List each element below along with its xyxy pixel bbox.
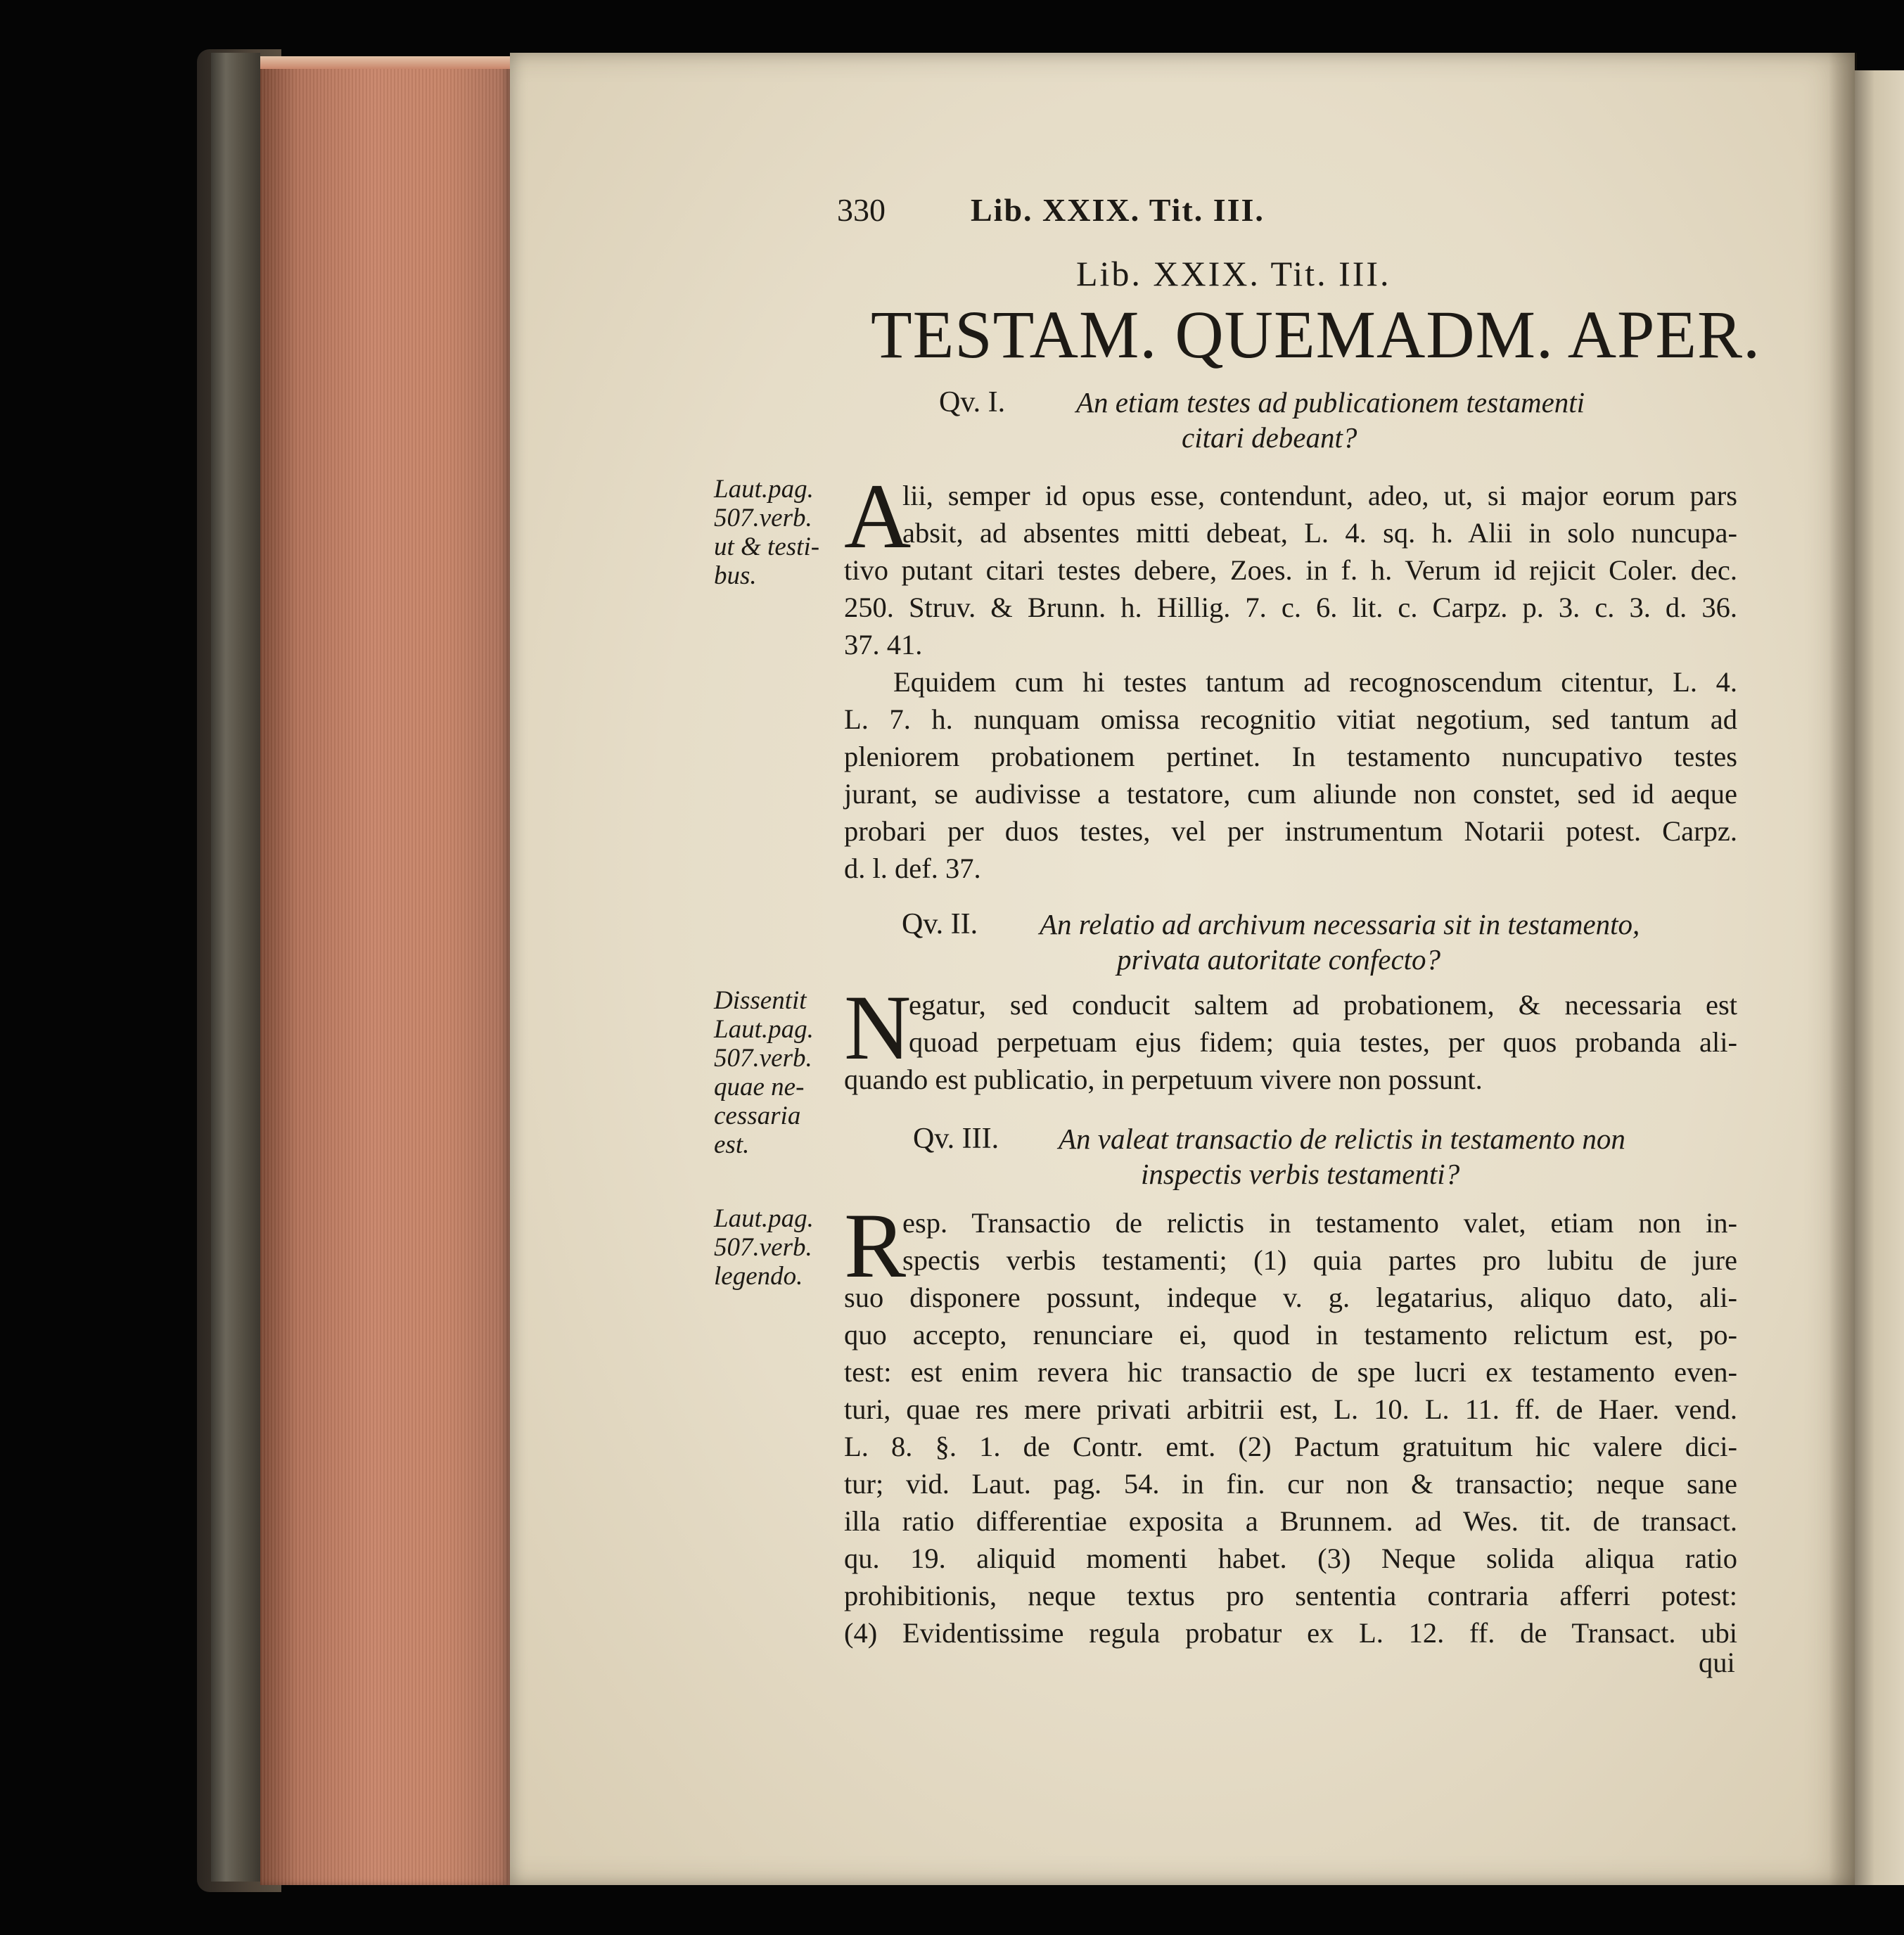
question-3-body-cont bbox=[844, 1279, 1737, 1652]
text-line: quoad perpetuam ejus fidem; quia testes, per quos probanda ali- bbox=[909, 1026, 1737, 1058]
question-3-line-2: inspectis verbis testamenti? bbox=[1141, 1158, 1460, 1190]
question-2-line-2: privata autoritate confecto? bbox=[1117, 943, 1441, 976]
dropcap-a: A bbox=[844, 464, 912, 568]
text-line: d. l. def. 37. bbox=[844, 852, 981, 884]
margin-note-2: Dissentit Laut.pag. 507.verb. quae ne- cessaria est. bbox=[714, 986, 814, 1159]
book-title-sub: Lib. XXIX. Tit. III. bbox=[1076, 254, 1391, 293]
text-line: suo disponere possunt, indeque v. g. legatarius, aliquo dato, ali- bbox=[844, 1282, 1737, 1313]
text-line: lii, semper id opus esse, contendunt, adeo, ut, si major eorum pars bbox=[902, 480, 1737, 511]
catchword: qui bbox=[1699, 1647, 1735, 1678]
text-line: quo accepto, renunciare ei, quod in testamento relictum est, po- bbox=[844, 1319, 1737, 1350]
text-line: egatur, sed conducit saltem ad probationem, & necessaria est bbox=[909, 989, 1737, 1021]
dropcap-n: N bbox=[844, 976, 912, 1079]
text-line: turi, quae res mere privati arbitrii est, L. 10. L. 11. ff. de Haer. vend. bbox=[844, 1393, 1737, 1425]
text-line: quando est publicatio, in perpetuum vivere non possunt. bbox=[844, 1064, 1483, 1095]
question-1-body-cont bbox=[844, 551, 1737, 663]
page-number: 330 bbox=[837, 192, 886, 228]
margin-note-1: Laut.pag. 507.verb. ut & testi- bus. bbox=[714, 475, 820, 590]
question-1-paragraph-2 bbox=[844, 663, 1737, 887]
question-3-body bbox=[902, 1204, 1737, 1279]
dropcap-r: R bbox=[844, 1194, 907, 1297]
page-fore-edges bbox=[260, 56, 510, 1885]
text-line: jurant, se audivisse a testatore, cum aliunde non constet, sed id aeque bbox=[844, 778, 1737, 810]
facing-page-sliver bbox=[1855, 70, 1904, 1885]
book-cover-edge bbox=[211, 53, 260, 1882]
text-line: L. 8. §. 1. de Contr. emt. (2) Pactum gratuitum hic valere dici- bbox=[844, 1431, 1737, 1462]
question-1-line-1: An etiam testes ad publicationem testamenti bbox=[1076, 386, 1585, 419]
text-line: (4) Evidentissime regula probatur ex L. 12. ff. de Transact. ubi bbox=[844, 1617, 1737, 1649]
page-title: TESTAM. QUEMADM. APER. bbox=[871, 297, 1761, 372]
running-head: Lib. XXIX. Tit. III. bbox=[971, 192, 1265, 228]
question-3-line-1: An valeat transactio de relictis in testamento non bbox=[1059, 1123, 1625, 1155]
question-1-line-2: citari debeant? bbox=[1182, 421, 1357, 454]
question-2-body-cont bbox=[844, 1061, 1737, 1098]
text-line: probari per duos testes, vel per instrumentum Notarii potest. Carpz. bbox=[844, 815, 1737, 847]
text-line: prohibitionis, neque textus pro sententia contraria afferri potest: bbox=[844, 1580, 1737, 1611]
text-line: esp. Transactio de relictis in testamento valet, etiam non in- bbox=[902, 1207, 1737, 1239]
margin-note-3: Laut.pag. 507.verb. legendo. bbox=[714, 1204, 814, 1291]
text-line: absit, ad absentes mitti debeat, L. 4. sq. h. Alii in solo nuncupa- bbox=[902, 517, 1737, 549]
text-line: tivo putant citari testes debere, Zoes. in f. h. Verum id rejicit Coler. dec. bbox=[844, 554, 1737, 586]
text-line: tur; vid. Laut. pag. 54. in fin. cur non & transactio; neque sane bbox=[844, 1468, 1737, 1500]
text-line: qu. 19. aliquid momenti habet. (3) Neque solida aliqua ratio bbox=[844, 1543, 1737, 1574]
text-line: illa ratio differentiae exposita a Brunnem. ad Wes. tit. de transact. bbox=[844, 1505, 1737, 1537]
question-2-label: Qv. II. bbox=[902, 908, 978, 940]
question-1-label: Qv. I. bbox=[939, 386, 1006, 419]
text-line: test: est enim revera hic transactio de spe lucri ex testamento even- bbox=[844, 1356, 1737, 1388]
question-3-label: Qv. III. bbox=[913, 1123, 999, 1155]
text-line: L. 7. h. nunquam omissa recognitio vitiat negotium, sed tantum ad bbox=[844, 703, 1737, 735]
text-line: spectis verbis testamenti; (1) quia partes pro lubitu de jure bbox=[902, 1244, 1737, 1276]
text-line: 37. 41. bbox=[844, 629, 923, 660]
gutter-shadow bbox=[1829, 53, 1857, 1885]
text-line: Equidem cum hi testes tantum ad recognoscendum citentur, L. 4. bbox=[893, 666, 1737, 698]
text-line: pleniorem probationem pertinet. In testamento nuncupativo testes bbox=[844, 741, 1737, 772]
question-2-body bbox=[909, 986, 1737, 1061]
question-2-line-1: An relatio ad archivum necessaria sit in testamento, bbox=[1040, 908, 1640, 940]
text-line: 250. Struv. & Brunn. h. Hillig. 7. c. 6. lit. c. Carpz. p. 3. c. 3. d. 36. bbox=[844, 592, 1737, 623]
question-1-body bbox=[902, 477, 1737, 551]
